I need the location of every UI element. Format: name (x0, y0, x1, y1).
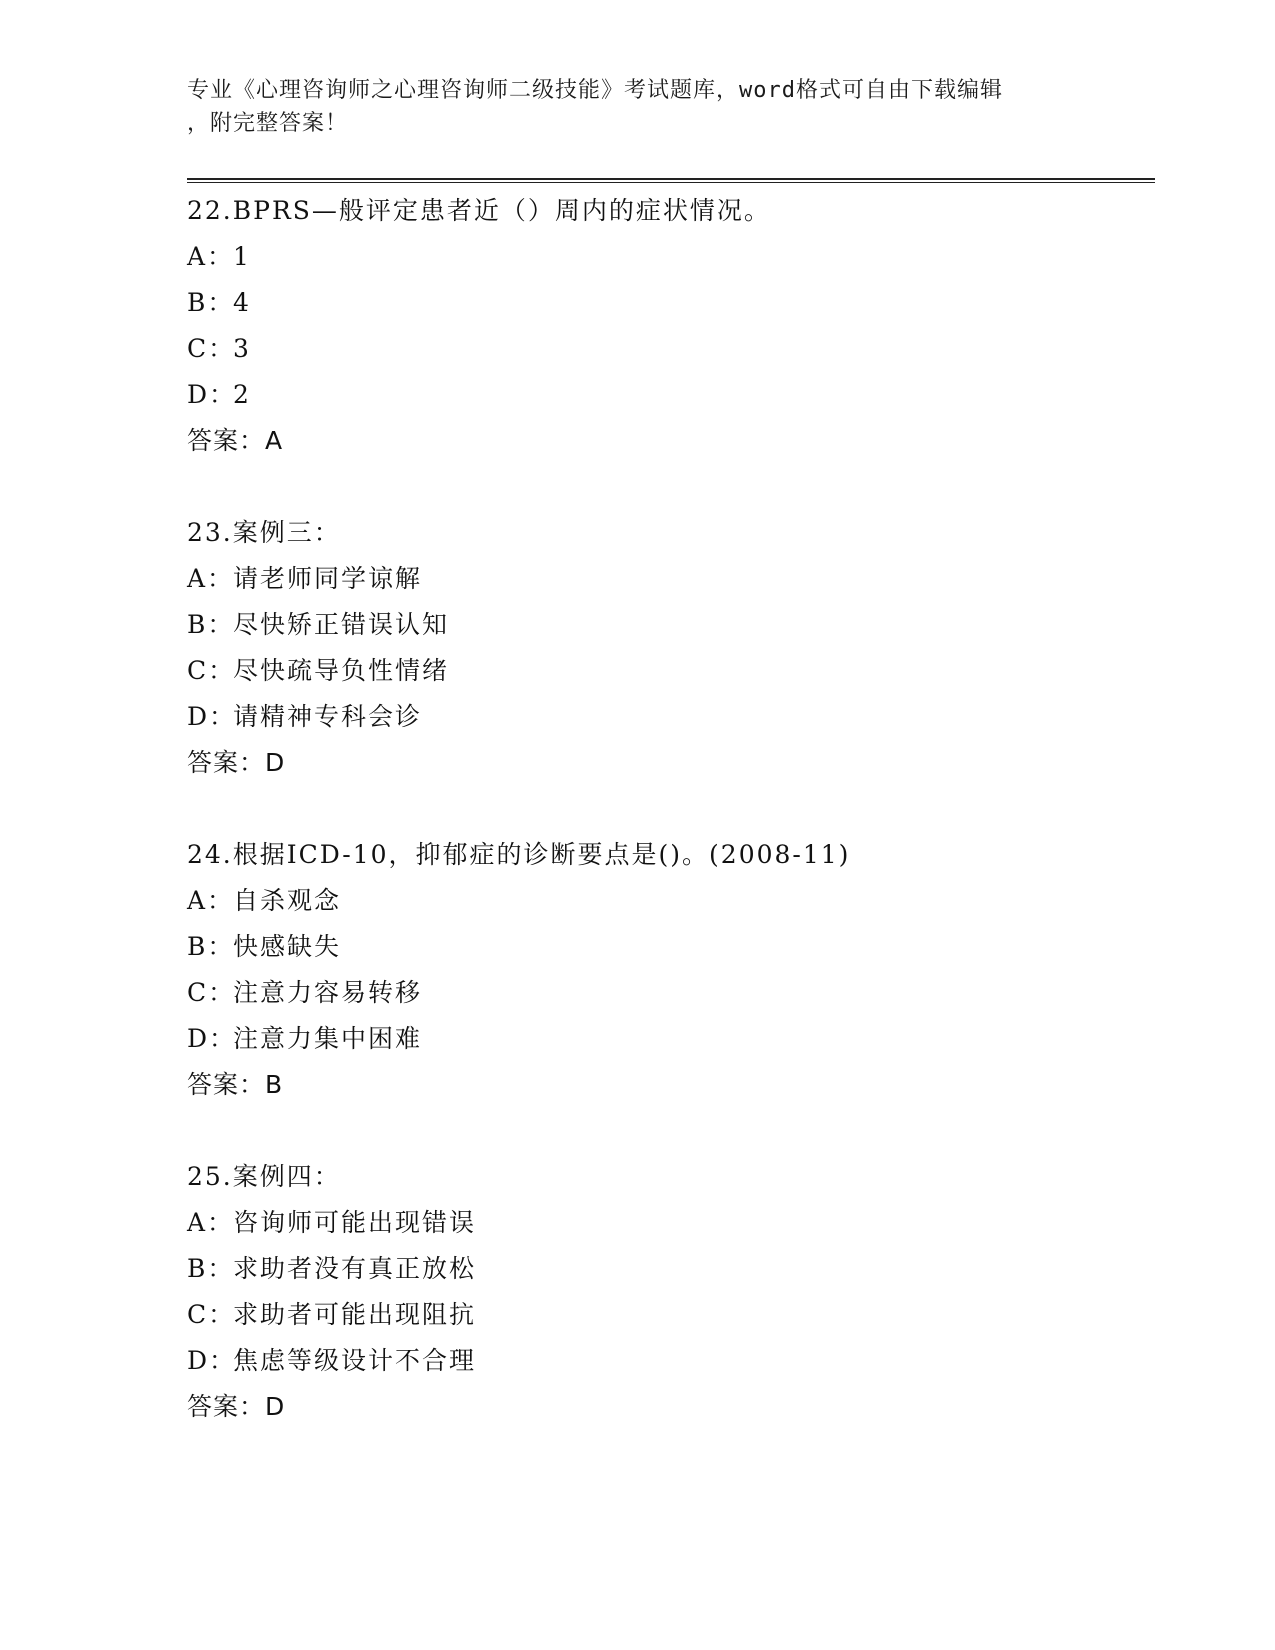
answer-line: 答案：B (187, 1070, 284, 1099)
option-text: 1 (233, 242, 251, 271)
option-b (187, 924, 1155, 970)
option-c (187, 1292, 1155, 1338)
header-line-1: 专业《心理咨询师之心理咨询师二级技能》考试题库，word格式可自由下载编辑 (187, 78, 1003, 103)
option-b (187, 280, 1155, 326)
option-letter: A： (187, 886, 235, 915)
option-text: 尽快矫正错误认知 (233, 610, 450, 639)
document-header (187, 74, 1067, 140)
option-letter: D： (187, 380, 237, 409)
option-text: 求助者可能出现阻抗 (233, 1300, 477, 1329)
option-letter: C： (187, 978, 236, 1007)
option-letter: D： (187, 702, 237, 731)
option-text: 咨询师可能出现错误 (233, 1208, 477, 1237)
option-letter: A： (187, 564, 235, 593)
answer-line: 答案：A (187, 426, 284, 455)
answer-line: 答案：D (187, 1392, 286, 1421)
option-d (187, 694, 1155, 740)
option-text: 自杀观念 (233, 886, 342, 915)
question-stem: 24.根据ICD-10，抑郁症的诊断要点是()。(2008-11) (187, 840, 851, 869)
option-letter: A： (187, 242, 235, 271)
question-stem: 22.BPRS—般评定患者近（）周内的症状情况。 (187, 196, 771, 225)
option-letter: C： (187, 656, 236, 685)
question-stem: 25.案例四： (187, 1162, 341, 1191)
option-c (187, 970, 1155, 1016)
option-text: 注意力容易转移 (233, 978, 423, 1007)
option-d (187, 372, 1155, 418)
option-text: 注意力集中困难 (233, 1024, 423, 1053)
option-c (187, 326, 1155, 372)
option-text: 4 (233, 288, 251, 317)
option-letter: B： (187, 1254, 235, 1283)
option-text: 请老师同学谅解 (233, 564, 423, 593)
option-text: 3 (233, 334, 251, 363)
option-d (187, 1016, 1155, 1062)
option-letter: B： (187, 610, 235, 639)
header-line-2: ，附完整答案！ (187, 111, 349, 136)
option-letter: C： (187, 334, 236, 363)
question-24 (187, 832, 1155, 1108)
option-letter: D： (187, 1346, 237, 1375)
option-letter: B： (187, 932, 235, 961)
header-divider (187, 178, 1155, 183)
option-letter: A： (187, 1208, 235, 1237)
answer-line: 答案：D (187, 748, 286, 777)
option-text: 请精神专科会诊 (233, 702, 423, 731)
option-letter: D： (187, 1024, 237, 1053)
option-d (187, 1338, 1155, 1384)
option-a (187, 556, 1155, 602)
option-letter: B： (187, 288, 235, 317)
question-22 (187, 188, 1155, 464)
option-text: 快感缺失 (233, 932, 342, 961)
question-23 (187, 510, 1155, 786)
option-a (187, 1200, 1155, 1246)
option-text: 焦虑等级设计不合理 (233, 1346, 477, 1375)
option-c (187, 648, 1155, 694)
option-b (187, 1246, 1155, 1292)
question-list (187, 188, 1155, 1430)
option-text: 求助者没有真正放松 (233, 1254, 477, 1283)
option-text: 尽快疏导负性情绪 (233, 656, 450, 685)
option-a (187, 234, 1155, 280)
option-text: 2 (233, 380, 251, 409)
option-a (187, 878, 1155, 924)
option-b (187, 602, 1155, 648)
question-stem: 23.案例三： (187, 518, 341, 547)
option-letter: C： (187, 1300, 236, 1329)
question-25 (187, 1154, 1155, 1430)
